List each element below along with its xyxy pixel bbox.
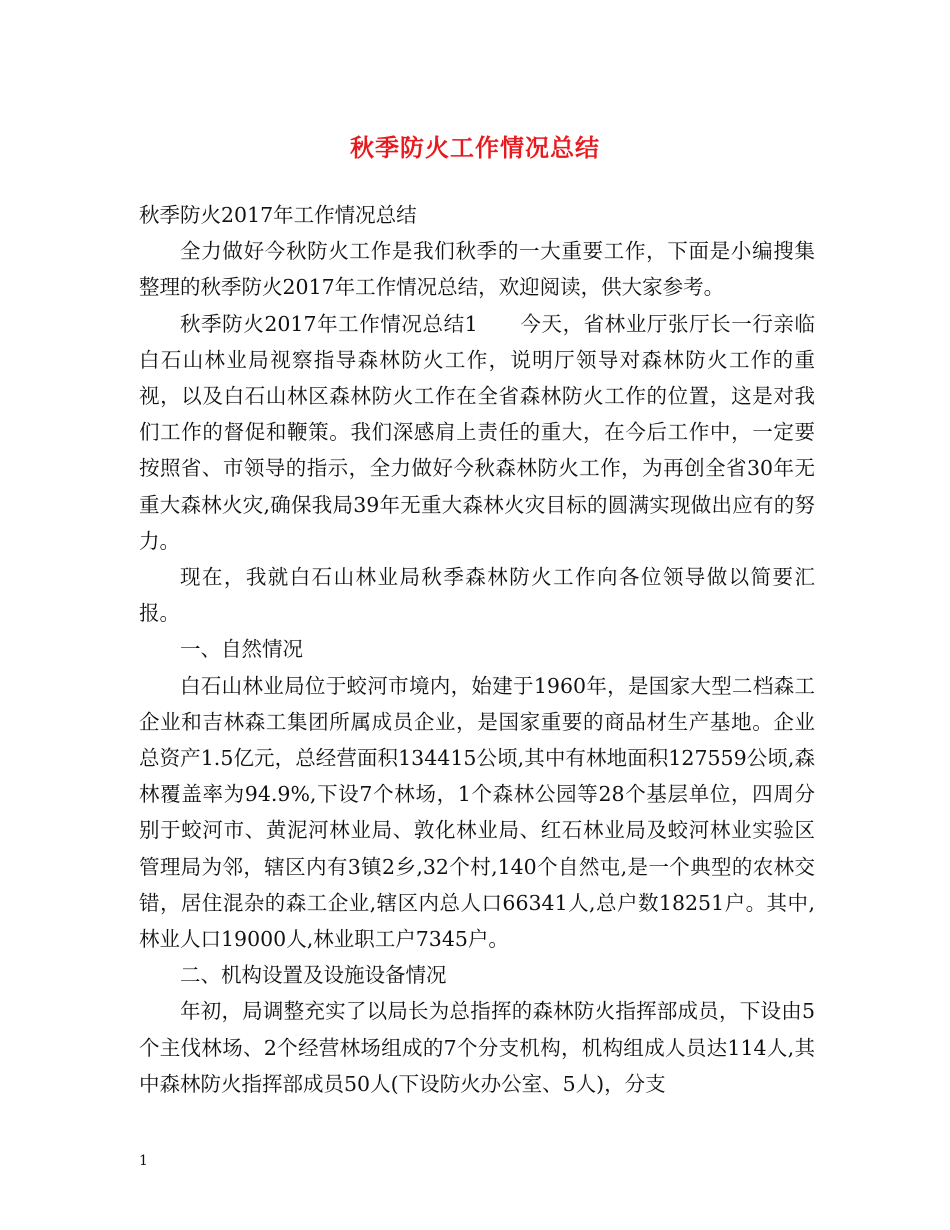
document-body [139, 197, 815, 1102]
section-heading-natural-conditions: 一、自然情况 [180, 637, 303, 662]
paragraph-organization: 年初，局调整充实了以局长为总指挥的森林防火指挥部成员，下设由5个主伐林场、2个经营林场组成的7个分支机构，机构组成人员达114人,其中森林防火指挥部成员50人(下设防火办公室、5人)，分支 [139, 999, 815, 1096]
paragraph-natural-conditions: 白石山林业局位于蛟河市境内，始建于1960年，是国家大型二档森工企业和吉林森工集团所属成员企业，是国家重要的商品材生产基地。企业总资产1.5亿元，总经营面积134415公顷,其中有林地面积127559公顷,森林覆盖率为94.9%,下设7个林场，1个森林公园等28个基层单位，四周分别于蛟河市、黄泥河林业局、敦化林业局、红石林业局及蛟河林业实验区管理局为邻，辖区内有3镇2乡,32个村,140个自然屯,是一个典型的农林交错，居住混杂的森工企业,辖区内总人口66341人,总户数18251户。其中,林业人口19000人,林业职工户7345户。 [139, 673, 815, 952]
page-number: 1 [139, 1153, 148, 1169]
paragraph-summary-1: 秋季防火2017年工作情况总结1 今天，省林业厅张厅长一行亲临白石山林业局视察指导森林防火工作，说明厅领导对森林防火工作的重视，以及白石山林区森林防火工作在全省森林防火工作的位置，这是对我们工作的督促和鞭策。我们深感肩上责任的重大，在今后工作中，一定要按照省、市领导的指示，全力做好今秋森林防火工作，为再创全省30年无重大森林火灾,确保我局39年无重大森林火灾目标的圆满实现做出应有的努力。 [139, 311, 815, 553]
document-title: 秋季防火工作情况总结 [350, 133, 600, 162]
paragraph-report: 现在，我就白石山林业局秋季森林防火工作向各位领导做以简要汇报。 [139, 565, 815, 626]
paragraph-subtitle: 秋季防火2017年工作情况总结 [139, 203, 417, 227]
paragraph-intro: 全力做好今秋防火工作是我们秋季的一大重要工作，下面是小编搜集整理的秋季防火2017年工作情况总结，欢迎阅读，供大家参考。 [139, 239, 815, 300]
section-heading-organization: 二、机构设置及设施设备情况 [180, 963, 447, 988]
